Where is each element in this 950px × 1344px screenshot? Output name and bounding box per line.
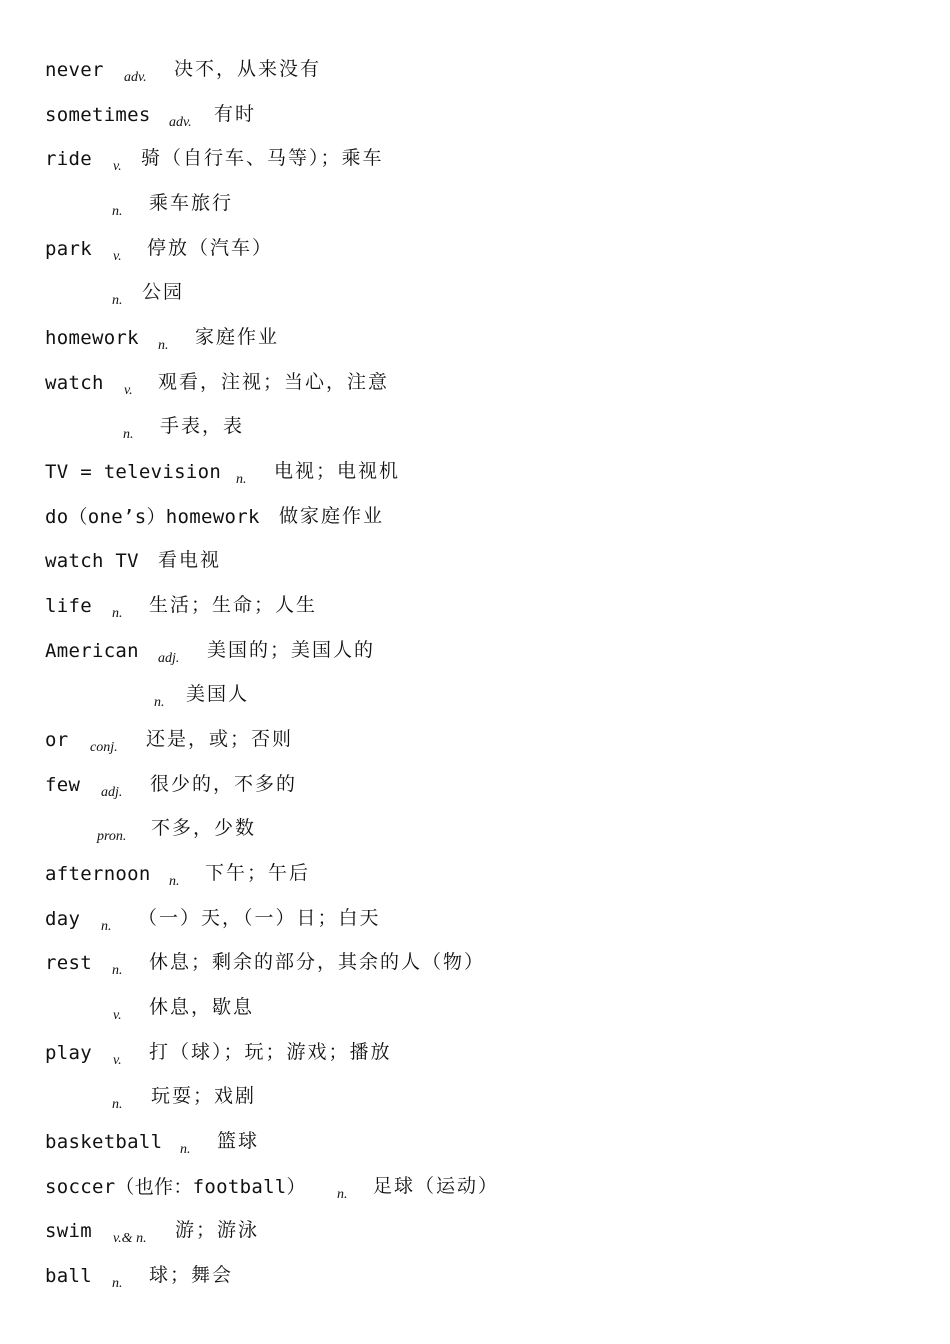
entry-pos: n. xyxy=(154,695,165,710)
entry-meaning: 公园 xyxy=(142,281,185,303)
entry-pos: n. xyxy=(180,1142,191,1157)
entry-meaning: 乘车旅行 xyxy=(149,192,234,214)
entry-meaning: 家庭作业 xyxy=(195,326,280,348)
entry-word: never xyxy=(45,59,104,81)
entry-word: rest xyxy=(45,952,92,974)
entry-pos: n. xyxy=(112,204,123,219)
entry-meaning: 骑（自行车、马等）；乘车 xyxy=(141,147,384,169)
entry-meaning: 游；游泳 xyxy=(175,1219,260,1241)
entry-meaning: 停放（汽车） xyxy=(147,237,274,259)
entry-pos: n. xyxy=(123,427,134,442)
entry-pos: v. xyxy=(124,383,133,398)
entry-word: American xyxy=(45,640,139,662)
entry-word: TV = television xyxy=(45,461,222,483)
entry-meaning: 下午；午后 xyxy=(205,862,311,884)
entry-meaning: 看电视 xyxy=(158,549,222,571)
entry-word: homework xyxy=(45,327,139,349)
entry-meaning: 生活；生命；人生 xyxy=(149,594,318,616)
entry-meaning: 球；舞会 xyxy=(149,1264,234,1286)
entry-pos: n. xyxy=(112,606,123,621)
entry-meaning: 休息，歇息 xyxy=(149,996,255,1018)
entry-word: life xyxy=(45,595,92,617)
entry-pos: n. xyxy=(112,1097,123,1112)
entry-pos: v. xyxy=(113,159,122,174)
entry-pos: v.& n. xyxy=(113,1231,147,1246)
entry-pos: n. xyxy=(337,1187,348,1202)
entry-word: basketball xyxy=(45,1131,163,1153)
entry-meaning: 还是，或；否则 xyxy=(146,728,294,750)
entry-pos: adv. xyxy=(124,70,147,85)
entry-meaning: 观看，注视；当心，注意 xyxy=(158,371,390,393)
entry-pos: n. xyxy=(236,472,247,487)
entry-meaning: 休息；剩余的部分，其余的人（物） xyxy=(149,951,486,973)
entry-word: day xyxy=(45,908,81,930)
entry-pos: n. xyxy=(169,874,180,889)
entry-pos: conj. xyxy=(90,740,118,755)
entry-pos: adj. xyxy=(101,785,123,800)
entry-word: ball xyxy=(45,1265,92,1287)
entry-meaning: 美国人 xyxy=(186,683,250,705)
entry-pos: n. xyxy=(112,1276,123,1291)
entry-pos: v. xyxy=(113,249,122,264)
entry-pos: n. xyxy=(101,919,112,934)
entry-word: do（one’s）homework xyxy=(45,506,260,528)
entry-pos: n. xyxy=(112,963,123,978)
entry-word: afternoon xyxy=(45,863,151,885)
entry-meaning: 电视；电视机 xyxy=(274,460,401,482)
entry-meaning: 手表，表 xyxy=(160,415,245,437)
entry-meaning: 玩耍；戏剧 xyxy=(151,1085,257,1107)
entry-word: sometimes xyxy=(45,104,151,126)
entry-word: soccer（也作：football） xyxy=(45,1176,306,1198)
entry-word: watch TV xyxy=(45,550,139,572)
entry-meaning: 不多，少数 xyxy=(151,817,257,839)
entry-word: park xyxy=(45,238,92,260)
entry-meaning: 决不，从来没有 xyxy=(174,58,322,80)
entry-pos: adv. xyxy=(169,115,192,130)
entry-word: watch xyxy=(45,372,104,394)
entry-meaning: 做家庭作业 xyxy=(279,505,385,527)
entry-word: few xyxy=(45,774,81,796)
entry-word: or xyxy=(45,729,69,751)
entry-word: ride xyxy=(45,148,92,170)
entry-meaning: 美国的；美国人的 xyxy=(207,639,376,661)
entry-pos: n. xyxy=(158,338,169,353)
entry-meaning: 足球（运动） xyxy=(373,1175,500,1197)
entry-meaning: （一）天，（一）日；白天 xyxy=(138,907,381,929)
entry-pos: adj. xyxy=(158,651,180,666)
entry-pos: pron. xyxy=(97,829,127,844)
entry-word: play xyxy=(45,1042,92,1064)
entry-pos: v. xyxy=(113,1053,122,1068)
entry-meaning: 打（球）；玩；游戏；播放 xyxy=(149,1041,392,1063)
entry-meaning: 篮球 xyxy=(217,1130,260,1152)
entry-meaning: 很少的，不多的 xyxy=(150,773,298,795)
entry-meaning: 有时 xyxy=(214,103,257,125)
entry-pos: n. xyxy=(112,293,123,308)
entry-word: swim xyxy=(45,1220,92,1242)
entry-pos: v. xyxy=(113,1008,122,1023)
